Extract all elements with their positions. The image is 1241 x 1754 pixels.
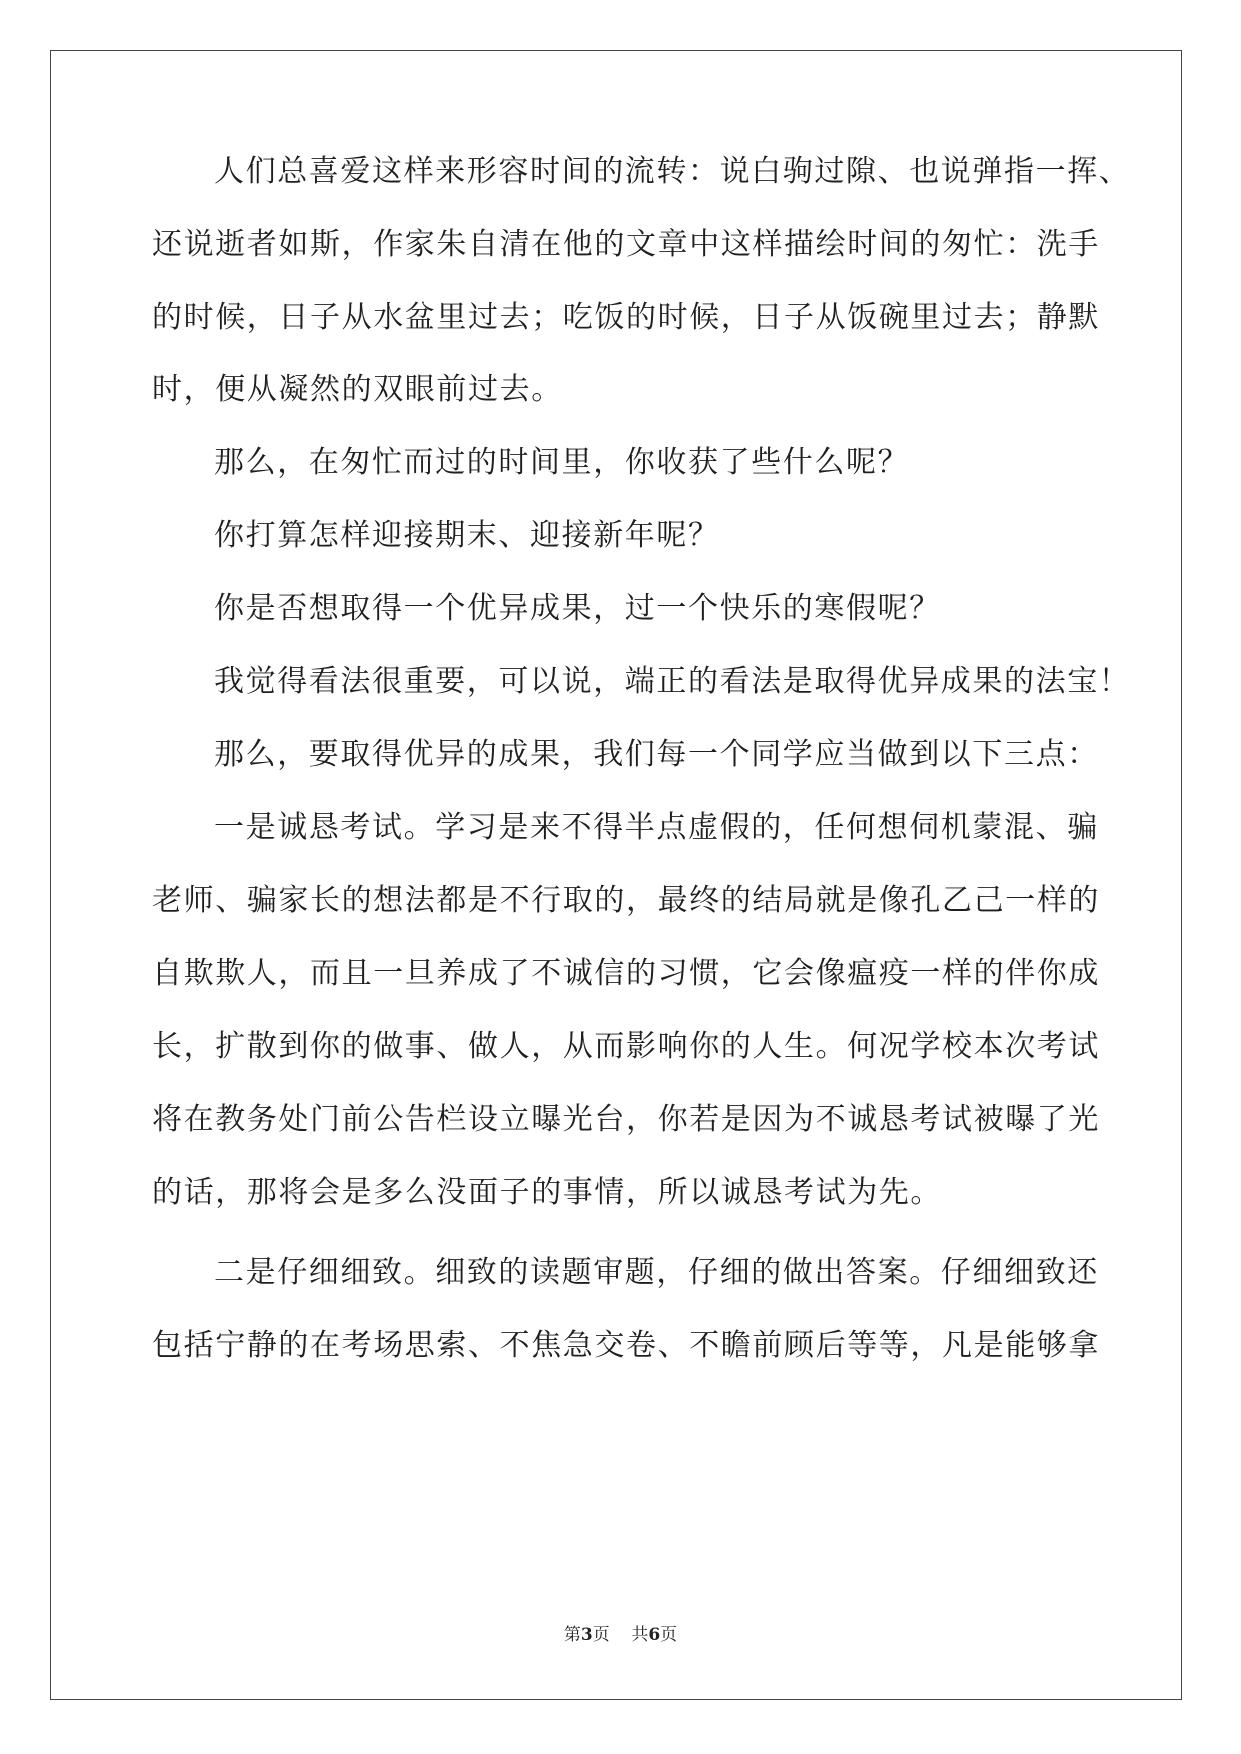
current-page-number: 3 [580,1625,593,1645]
text-line: 将在教务处门前公告栏设立曝光台，你若是因为不诚恳考试被曝了光 [152,1102,1100,1137]
total-pages-number: 6 [648,1625,661,1645]
text-line: 你打算怎样迎接期末、迎接新年呢？ [214,518,720,553]
text-line: 长，扩散到你的做事、做人，从而影响你的人生。何况学校本次考试 [152,1029,1100,1064]
page-prefix: 第 [563,1625,581,1645]
text-line: 我觉得看法很重要，可以说，端正的看法是取得优异成果的法宝！ [214,664,1131,699]
page-suffix: 页 [592,1625,610,1645]
text-line: 的话，那将会是多么没面子的事情，所以诚恳考试为先。 [152,1175,942,1210]
text-line: 一是诚恳考试。学习是来不得半点虚假的，任何想伺机蒙混、骗 [214,810,1099,845]
text-line: 二是仔细细致。细致的读题审题，仔细的做出答案。仔细细致还 [214,1255,1099,1290]
text-line: 包括宁静的在考场思索、不焦急交卷、不瞻前顾后等等，凡是能够拿 [152,1328,1100,1363]
text-line: 你是否想取得一个优异成果，过一个快乐的寒假呢？ [214,591,941,626]
text-line: 那么，要取得优异的成果，我们每一个同学应当做到以下三点： [214,737,1099,772]
text-line: 人们总喜爱这样来形容时间的流转：说白驹过隙、也说弹指一挥、 [214,154,1131,189]
text-line: 的时候，日子从水盆里过去；吃饭的时候，日子从饭碗里过去；静默 [152,300,1100,335]
text-line: 时，便从凝然的双眼前过去。 [152,372,563,407]
page-footer [0,1620,1241,1645]
text-line: 那么，在匆忙而过的时间里，你收获了些什么呢？ [214,445,910,480]
text-line: 老师、骗家长的想法都是不行取的，最终的结局就是像孔乙己一样的 [152,883,1100,918]
total-prefix: 共 [631,1625,649,1645]
text-line: 自欺欺人，而且一旦养成了不诚信的习惯，它会像瘟疫一样的伴你成 [152,956,1100,991]
total-suffix: 页 [660,1625,678,1645]
text-line: 还说逝者如斯，作家朱自清在他的文章中这样描绘时间的匆忙：洗手 [152,227,1100,262]
